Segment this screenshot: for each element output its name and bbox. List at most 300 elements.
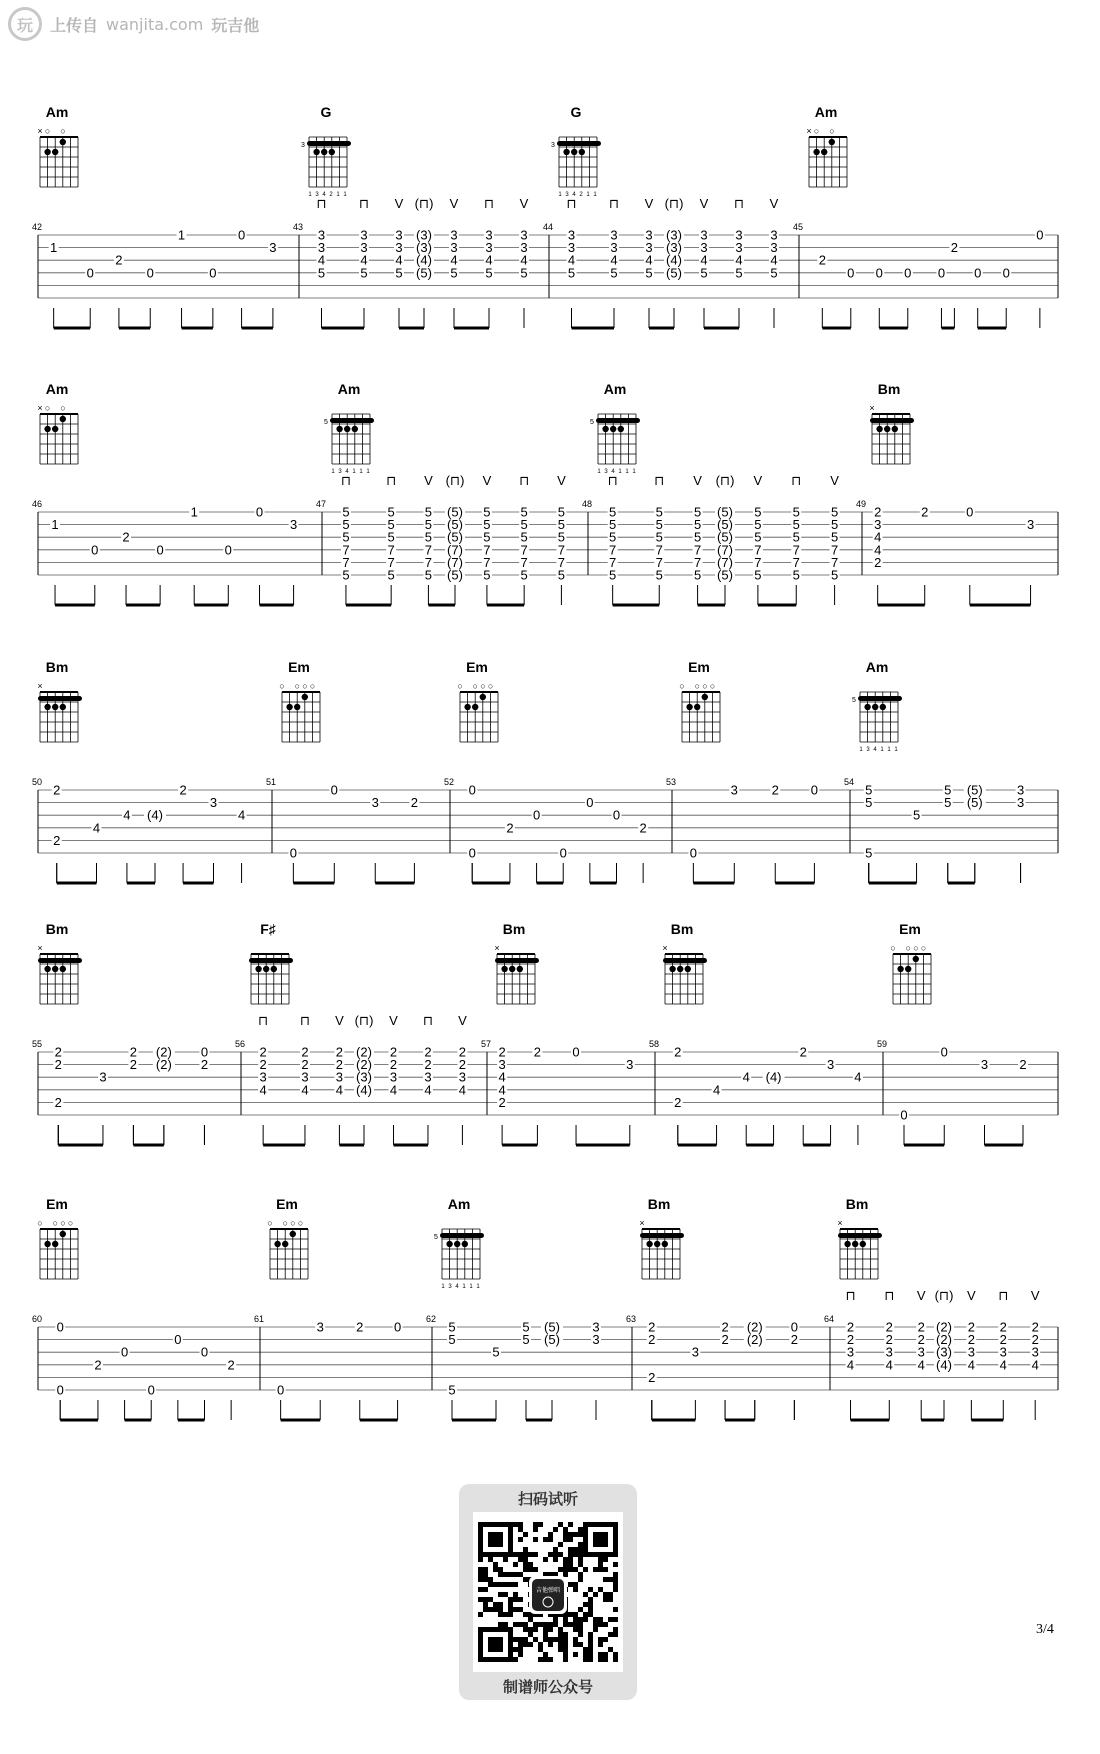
tab-note: 4 xyxy=(645,252,653,268)
tab-note: 5 xyxy=(700,265,708,281)
finger-dot-icon xyxy=(60,704,66,710)
tab-note: 5 xyxy=(655,529,663,545)
measure-number: 54 xyxy=(844,777,855,787)
open-string-icon: ○ xyxy=(44,126,51,136)
finger-dot-icon xyxy=(852,1241,858,1247)
measure-number: 61 xyxy=(254,1314,265,1324)
barre-icon xyxy=(249,958,293,963)
finger-dot-icon xyxy=(517,966,523,972)
strum-symbol: V xyxy=(769,196,779,211)
tab-note: 5 xyxy=(483,529,491,545)
tab-note: 2 xyxy=(424,1044,432,1060)
tab-note: 3 xyxy=(610,240,618,256)
tab-note: 5 xyxy=(944,782,952,798)
tab-note: 2 xyxy=(129,1044,138,1060)
tab-note: 4 xyxy=(874,529,882,545)
finger-dot-icon xyxy=(880,704,886,710)
tab-note: 3 xyxy=(424,1069,432,1085)
tab-note: 5 xyxy=(792,517,800,533)
tab-note: (4) xyxy=(765,1069,782,1085)
open-string-icon: ○ xyxy=(913,943,919,953)
tab-note: 2 xyxy=(356,1319,364,1335)
brand-name: 上传自 xyxy=(50,15,99,35)
tab-note: (2) xyxy=(746,1332,763,1348)
tab-note: 0 xyxy=(174,1332,182,1348)
strum-symbol: ⊓ xyxy=(299,1013,311,1028)
finger-dot-icon xyxy=(313,149,319,155)
strum-symbol: V xyxy=(557,473,566,488)
chord-name: Am xyxy=(45,104,69,120)
tab-note: 0 xyxy=(689,845,697,861)
chord-fingering: 1 3 4 2 1 1 xyxy=(558,192,598,198)
chord-name: Em xyxy=(288,659,310,675)
open-string-icon: ○ xyxy=(890,943,896,953)
muted-string-icon: × xyxy=(37,403,43,413)
qr-top-label: 扫码试听 xyxy=(517,1490,578,1508)
tab-note: (5) xyxy=(416,265,432,281)
tab-note: (7) xyxy=(447,542,463,558)
finger-dot-icon xyxy=(282,1241,288,1247)
strum-symbol: ⊓ xyxy=(358,196,370,211)
tab-note: 5 xyxy=(944,795,952,811)
finger-dot-icon xyxy=(905,966,911,972)
strum-symbol: (⊓) xyxy=(414,196,434,211)
finger-dot-icon xyxy=(352,426,358,432)
tab-note: 2 xyxy=(648,1369,656,1385)
tab-note: (3) xyxy=(666,240,682,256)
finger-dot-icon xyxy=(579,149,585,155)
finger-dot-icon xyxy=(286,704,292,710)
finger-dot-icon xyxy=(44,149,50,155)
measure-number: 53 xyxy=(666,777,677,787)
tab-note: 4 xyxy=(1031,1357,1039,1373)
tab-note: 5 xyxy=(424,504,433,520)
chord-fret-number: 3 xyxy=(301,142,305,149)
open-string-icon: ○ xyxy=(60,126,66,136)
tab-note: 0 xyxy=(790,1319,798,1335)
tab-note: 5 xyxy=(450,265,458,281)
tab-note: 5 xyxy=(424,517,433,533)
finger-dot-icon xyxy=(44,966,50,972)
tab-note: 5 xyxy=(792,504,800,520)
tab-note: (3) xyxy=(936,1344,952,1360)
tab-note: 0 xyxy=(875,265,883,281)
tab-note: 2 xyxy=(458,1044,467,1060)
strum-symbol: V xyxy=(699,196,709,211)
finger-dot-icon xyxy=(876,426,882,432)
tab-note: 3 xyxy=(450,240,458,256)
tab-note: 0 xyxy=(966,504,974,520)
open-string-icon: ○ xyxy=(294,681,301,691)
barre-icon xyxy=(557,141,601,146)
tab-note: 5 xyxy=(520,265,528,281)
tab-note: 2 xyxy=(1031,1332,1039,1348)
open-string-icon: ○ xyxy=(813,126,820,136)
barre-icon xyxy=(640,1233,684,1238)
tab-note: 5 xyxy=(387,504,395,520)
tab-note: (2) xyxy=(155,1057,172,1073)
brand-site: wanjita.com xyxy=(106,14,204,34)
tab-note: 4 xyxy=(770,252,778,268)
tab-note: 5 xyxy=(735,265,743,281)
strum-symbol: ⊓ xyxy=(607,473,618,488)
tab-note: 7 xyxy=(520,554,528,570)
finger-dot-icon xyxy=(60,139,66,145)
measure-number: 59 xyxy=(877,1039,888,1049)
tab-note: 2 xyxy=(674,1094,682,1110)
tab-note: 0 xyxy=(937,265,946,281)
strum-symbol: V xyxy=(449,196,459,211)
tab-note: 5 xyxy=(520,504,528,520)
tab-note: 5 xyxy=(520,567,528,583)
finger-dot-icon xyxy=(274,1241,280,1247)
tab-note: 2 xyxy=(967,1319,975,1335)
muted-string-icon: × xyxy=(869,403,875,413)
finger-dot-icon xyxy=(294,704,300,710)
tab-note: 5 xyxy=(693,504,702,520)
finger-dot-icon xyxy=(44,426,50,432)
chord-diagram xyxy=(37,659,82,742)
tab-note: 3 xyxy=(360,227,368,243)
open-string-icon: ○ xyxy=(709,681,716,691)
measure-number: 52 xyxy=(444,777,455,787)
tab-note: 3 xyxy=(395,240,403,256)
chord-name: Bm xyxy=(647,1196,671,1212)
tab-note: 7 xyxy=(387,542,395,558)
tab-note: (7) xyxy=(447,554,463,570)
open-string-icon: ○ xyxy=(282,1218,289,1228)
tab-note: (5) xyxy=(544,1319,560,1335)
tab-note: 3 xyxy=(999,1344,1007,1360)
tab-note: 4 xyxy=(967,1357,975,1373)
tab-note: 7 xyxy=(655,554,663,570)
chord-diagram xyxy=(37,921,82,1004)
finger-dot-icon xyxy=(44,704,50,710)
tab-note: 3 xyxy=(317,240,326,256)
tab-note: 5 xyxy=(754,517,762,533)
muted-string-icon: × xyxy=(662,943,668,953)
tab-note: 2 xyxy=(917,1319,925,1335)
tab-measure xyxy=(293,196,529,328)
tab-note: (2) xyxy=(356,1057,372,1073)
tab-system-5 xyxy=(32,1196,1058,1420)
open-string-icon: ○ xyxy=(44,403,51,413)
tab-note: 0 xyxy=(237,227,246,243)
tab-note: 2 xyxy=(846,1319,855,1335)
tab-note: 7 xyxy=(342,554,350,570)
tab-note: 5 xyxy=(754,529,762,545)
tab-note: 3 xyxy=(567,240,576,256)
tab-note: 0 xyxy=(56,1382,64,1398)
barre-icon xyxy=(307,141,351,146)
chord-diagram xyxy=(301,104,351,198)
tab-note: 0 xyxy=(56,1319,64,1335)
tab-note: 3 xyxy=(259,1069,267,1085)
tab-note: 5 xyxy=(792,529,800,545)
tab-measure xyxy=(32,1314,236,1420)
finger-dot-icon xyxy=(509,966,515,972)
finger-dot-icon xyxy=(52,704,58,710)
tab-note: (5) xyxy=(717,517,733,533)
open-string-icon: ○ xyxy=(702,681,708,691)
tab-note: 0 xyxy=(146,265,154,281)
chord-name: Em xyxy=(688,659,710,675)
tab-note: 3 xyxy=(485,240,493,256)
strum-symbol: ⊓ xyxy=(566,196,577,211)
chord-name: Em xyxy=(276,1196,298,1212)
tab-note: 0 xyxy=(255,504,264,520)
finger-dot-icon xyxy=(872,704,878,710)
finger-dot-icon xyxy=(60,416,66,422)
strum-symbol: ⊓ xyxy=(483,196,495,211)
tab-note: (3) xyxy=(356,1069,372,1085)
finger-dot-icon xyxy=(501,966,507,972)
tab-note: 0 xyxy=(209,265,217,281)
tab-note: 2 xyxy=(721,1319,729,1335)
tab-measure xyxy=(266,777,419,883)
chord-diagram xyxy=(434,1196,484,1290)
tab-note: 5 xyxy=(754,504,762,520)
finger-dot-icon xyxy=(662,1241,668,1247)
muted-string-icon: × xyxy=(837,1218,843,1228)
tab-measure xyxy=(32,1039,209,1145)
finger-dot-icon xyxy=(813,149,819,155)
tab-system-3 xyxy=(32,659,1058,883)
strum-symbol: ⊓ xyxy=(998,1288,1009,1303)
tab-note: 0 xyxy=(559,845,567,861)
tab-note: 5 xyxy=(609,504,617,520)
chord-diagram xyxy=(890,921,931,1004)
finger-dot-icon xyxy=(821,149,827,155)
finger-dot-icon xyxy=(897,966,903,972)
tab-note: 2 xyxy=(533,1044,542,1060)
open-string-icon: ○ xyxy=(52,1218,59,1228)
strum-symbol: ⊓ xyxy=(608,196,620,211)
tab-note: 2 xyxy=(648,1332,656,1348)
tab-note: 5 xyxy=(520,529,528,545)
tab-note: 5 xyxy=(448,1382,456,1398)
barre-icon xyxy=(38,696,82,701)
tab-measure xyxy=(626,1314,799,1420)
finger-dot-icon xyxy=(472,704,478,710)
muted-string-icon: × xyxy=(639,1218,645,1228)
chord-diagram xyxy=(267,1196,308,1279)
tab-note: (4) xyxy=(936,1357,952,1373)
tab-note: (7) xyxy=(717,542,733,558)
tab-note: (7) xyxy=(717,554,733,570)
tab-note: 5 xyxy=(483,567,491,583)
measure-number: 63 xyxy=(626,1314,637,1324)
chord-name: Am xyxy=(603,381,627,397)
tab-note: 5 xyxy=(645,265,653,281)
tab-note: 3 xyxy=(700,240,708,256)
tab-note: 3 xyxy=(874,517,882,533)
tab-note: 2 xyxy=(200,1057,209,1073)
tab-note: 7 xyxy=(609,542,617,558)
chord-diagram xyxy=(324,381,374,475)
tab-note: 2 xyxy=(967,1332,975,1348)
tab-note: 5 xyxy=(609,567,617,583)
finger-dot-icon xyxy=(321,149,327,155)
tab-note: 2 xyxy=(259,1057,267,1073)
tab-note: 4 xyxy=(498,1082,506,1098)
open-string-icon: ○ xyxy=(290,1218,296,1228)
measure-number: 55 xyxy=(32,1039,43,1049)
tab-note: (5) xyxy=(717,504,733,520)
chord-name: Bm xyxy=(45,921,69,937)
tab-measure xyxy=(856,499,1036,605)
chord-diagram xyxy=(639,1196,684,1279)
tab-note: 3 xyxy=(592,1332,600,1348)
tab-measure xyxy=(444,777,648,883)
chord-name: Am xyxy=(45,381,69,397)
tab-note: 5 xyxy=(830,567,839,583)
tab-note: 3 xyxy=(770,227,778,243)
chord-diagram xyxy=(869,381,914,464)
strum-symbol: V xyxy=(389,1013,398,1028)
chord-fingering: 1 3 4 1 1 1 xyxy=(859,747,899,753)
finger-dot-icon xyxy=(462,1241,468,1247)
strum-symbol: ⊓ xyxy=(884,1288,895,1303)
tab-note: 5 xyxy=(693,517,702,533)
tab-note: 5 xyxy=(522,1332,530,1348)
measure-number: 48 xyxy=(582,499,593,509)
tab-note: 5 xyxy=(610,265,618,281)
finger-dot-icon xyxy=(52,149,58,155)
qr-center-label: 吉他弹唱 xyxy=(535,1588,561,1594)
finger-dot-icon xyxy=(571,149,577,155)
tab-note: 4 xyxy=(498,1069,506,1085)
tab-note: 5 xyxy=(557,567,566,583)
tab-note: 2 xyxy=(259,1044,267,1060)
tab-note: 3 xyxy=(730,782,738,798)
tab-measure xyxy=(582,473,840,605)
tab-note: 0 xyxy=(904,265,912,281)
chord-diagram xyxy=(279,659,320,742)
tab-note: 2 xyxy=(179,782,187,798)
tab-note: 0 xyxy=(974,265,982,281)
tab-system-4 xyxy=(32,921,1058,1145)
tab-note: 3 xyxy=(626,1057,634,1073)
tab-note: 5 xyxy=(342,529,350,545)
strum-symbol: (⊓) xyxy=(354,1013,374,1028)
tab-measure xyxy=(481,1039,635,1145)
tab-note: 4 xyxy=(885,1357,893,1373)
finger-dot-icon xyxy=(480,694,486,700)
tab-note: 2 xyxy=(917,1332,925,1348)
chord-fret-number: 5 xyxy=(434,1234,438,1241)
tab-note: 5 xyxy=(492,1344,500,1360)
tab-note: 3 xyxy=(498,1057,506,1073)
tab-note: (4) xyxy=(416,252,432,268)
measure-number: 49 xyxy=(856,499,867,509)
muted-string-icon: × xyxy=(37,126,43,136)
tab-note: 2 xyxy=(410,795,419,811)
brand-logo-icon: 玩 xyxy=(8,7,42,41)
measure-number: 64 xyxy=(824,1314,835,1324)
tab-note: 3 xyxy=(610,227,618,243)
tab-note: 4 xyxy=(123,807,131,823)
tab-note: 2 xyxy=(122,529,130,545)
chord-diagram xyxy=(837,1196,882,1279)
tab-note: 0 xyxy=(393,1319,402,1335)
tab-note: 7 xyxy=(387,554,395,570)
tab-note: 4 xyxy=(700,252,708,268)
tab-note: (4) xyxy=(666,252,682,268)
tab-note: 4 xyxy=(846,1357,855,1373)
tab-note: 3 xyxy=(389,1069,398,1085)
tab-note: 2 xyxy=(648,1319,656,1335)
tab-note: 7 xyxy=(483,542,491,558)
tab-note: 3 xyxy=(592,1319,600,1335)
tab-note: 5 xyxy=(485,265,493,281)
strum-symbol: ⊓ xyxy=(654,473,665,488)
tab-note: 2 xyxy=(54,1057,62,1073)
tab-note: 7 xyxy=(655,542,663,558)
finger-dot-icon xyxy=(52,426,58,432)
tab-note: 0 xyxy=(91,542,99,558)
tab-note: (5) xyxy=(544,1332,560,1348)
tab-note: 5 xyxy=(865,845,873,861)
tab-note: 2 xyxy=(790,1332,798,1348)
tab-note: 5 xyxy=(770,265,778,281)
tab-note: 4 xyxy=(874,542,882,558)
strum-symbol: (⊓) xyxy=(715,473,735,488)
measure-number: 50 xyxy=(32,777,43,787)
tab-note: 4 xyxy=(92,820,101,836)
tab-note: 5 xyxy=(387,517,395,533)
tab-note: 3 xyxy=(1016,795,1025,811)
tab-measure xyxy=(316,473,566,605)
tab-note: 4 xyxy=(712,1082,721,1098)
tab-note: 2 xyxy=(301,1057,309,1073)
brand-tagline: 玩吉他 xyxy=(211,15,260,35)
strum-symbol: V xyxy=(916,1288,926,1303)
qr-panel xyxy=(459,1484,637,1700)
qr-code[interactable] xyxy=(473,1512,623,1672)
finger-dot-icon xyxy=(829,139,835,145)
tab-measure xyxy=(32,777,247,883)
tab-note: 3 xyxy=(735,227,743,243)
chord-name: Bm xyxy=(502,921,526,937)
tab-note: 2 xyxy=(874,554,882,570)
tab-note: (5) xyxy=(447,529,463,545)
open-string-icon: ○ xyxy=(472,681,479,691)
tab-note: 0 xyxy=(147,1382,155,1398)
tab-note: 3 xyxy=(826,1057,835,1073)
measure-number: 62 xyxy=(426,1314,437,1324)
open-string-icon: ○ xyxy=(920,943,927,953)
tab-note: 0 xyxy=(532,807,541,823)
strum-symbol: (⊓) xyxy=(664,196,684,211)
chord-diagram xyxy=(590,381,640,475)
open-string-icon: ○ xyxy=(37,1218,43,1228)
tab-note: 5 xyxy=(522,1319,530,1335)
chord-name: G xyxy=(320,104,332,120)
tab-note: 5 xyxy=(483,517,491,533)
tab-note: 3 xyxy=(735,240,743,256)
open-string-icon: ○ xyxy=(60,1218,66,1228)
measure-number: 57 xyxy=(481,1039,492,1049)
open-string-icon: ○ xyxy=(679,681,685,691)
chord-diagram xyxy=(662,921,707,1004)
finger-dot-icon xyxy=(464,704,470,710)
tab-note: 3 xyxy=(209,795,218,811)
finger-dot-icon xyxy=(255,966,261,972)
tab-note: 5 xyxy=(395,265,403,281)
tab-note: 2 xyxy=(54,1044,62,1060)
tab-note: 0 xyxy=(156,542,164,558)
